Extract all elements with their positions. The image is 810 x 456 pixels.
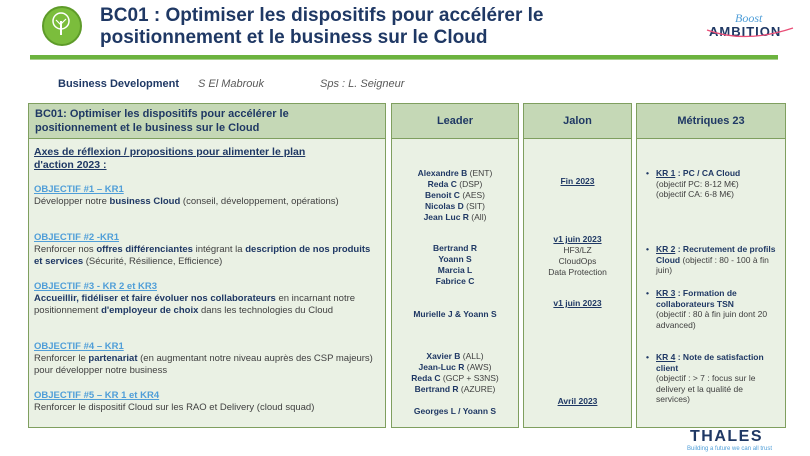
owner-name: S El Mabrouk — [198, 78, 265, 90]
objectives-header: BC01: Optimiser les dispositifs pour accélérer le positionnement et le business sur le Cloud — [29, 104, 385, 139]
leader-item: Yoann S — [438, 254, 472, 264]
objectif-3-body: Accueillir, fidéliser et faire évoluer nos collaborateurs en incarnant notre positionnement d'employeur de choix dans les technologies du Cloud — [34, 293, 356, 316]
jalon-header: Jalon — [524, 104, 631, 139]
leader-group-3: Murielle J & Yoann S — [413, 309, 497, 319]
leader-item: Alexandre B (ENT) — [417, 168, 493, 178]
leader-group-1 — [391, 168, 519, 223]
leader-item: Nicolas D (SIT) — [425, 201, 485, 211]
metric-kr2: • KR 2 : Recrutement de profils Cloud (objectif : 80 - 100 à fin juin) — [646, 244, 776, 275]
tree-icon — [50, 12, 72, 36]
objectif-2-body: Renforcer nos offres différenciantes intégrant la description de nos produits et services (Sécurité, Résilience, Efficience) — [34, 244, 371, 267]
leader-group-2 — [391, 243, 519, 287]
leader-item: Benoit C (AES) — [425, 190, 485, 200]
leader-group-4 — [391, 351, 519, 395]
bullet-icon: • — [646, 288, 649, 298]
jalon-2-details: HF3/LZ CloudOps Data Protection — [548, 245, 607, 277]
axes-heading: Axes de réflexion / propositions pour alimenter le plan d'action 2023 : — [34, 146, 306, 171]
objectif-1-title[interactable]: OBJECTIF #1 – KR1 — [34, 184, 124, 195]
objectif-4-body: Renforcer le partenariat (en augmentant notre niveau auprès des CSP majeurs) pour développer notre business — [34, 353, 373, 376]
header-divider-thin — [30, 59, 778, 60]
metric-kr4: • KR 4 : Note de satisfaction client (objectif : > 7 : focus sur le delivery et la qualité de services) — [646, 352, 764, 404]
page-title: BC01 : Optimiser les dispositifs pour accélérer le positionnement et le business sur le Cloud — [100, 5, 544, 48]
thales-tagline: Building a future we can all trust — [687, 446, 773, 452]
objectif-4-title[interactable]: OBJECTIF #4 – KR1 — [34, 341, 124, 352]
bullet-icon: • — [646, 168, 649, 178]
objectif-2-title[interactable]: OBJECTIF #2 -KR1 — [34, 232, 119, 243]
jalon-1[interactable]: Fin 2023 — [560, 176, 595, 186]
metric-kr1: • KR 1 : PC / CA Cloud (objectif PC: 8-12 M€) (objectif CA: 6-8 M€) — [646, 168, 741, 199]
bullet-icon: • — [646, 352, 649, 362]
leader-item: Marcia L — [437, 265, 473, 275]
bullet-icon: • — [646, 244, 649, 254]
leader-item: Jean Luc R (All) — [423, 212, 487, 222]
svg-text:Boost: Boost — [735, 11, 763, 25]
jalon-4[interactable]: Avril 2023 — [557, 396, 598, 406]
metrics-header: Métriques 23 — [637, 104, 785, 139]
department-label: Business Development — [58, 78, 180, 90]
leader-item: Reda C (DSP) — [427, 179, 483, 189]
leader-item: Fabrice C — [435, 276, 475, 286]
leader-item: Jean-Luc R (AWS) — [418, 362, 492, 372]
leader-item: Reda C (GCP + S3NS) — [411, 373, 499, 383]
leader-group-5: Georges L / Yoann S — [413, 406, 497, 416]
jalon-2[interactable]: v1 juin 2023 — [553, 234, 602, 244]
sponsor-name: Sps : L. Seigneur — [320, 78, 405, 90]
objectif-5-body: Renforcer le dispositif Cloud sur les RAO et Delivery (cloud squad) — [34, 402, 315, 413]
leader-item: Xavier B (ALL) — [426, 351, 484, 361]
leader-item: Bertrand R — [433, 243, 477, 253]
jalon-3[interactable]: v1 juin 2023 — [553, 298, 602, 308]
svg-text:AMBITION: AMBITION — [709, 24, 782, 39]
objectif-1-body: Développer notre business Cloud (conseil, développement, opérations) — [34, 196, 339, 207]
leader-item: Bertrand R (AZURE) — [414, 384, 496, 394]
objectif-5-title[interactable]: OBJECTIF #5 – KR 1 et KR4 — [34, 390, 160, 401]
leader-header: Leader — [392, 104, 518, 139]
growth-logo-text: Growth — [50, 2, 72, 8]
objectif-3-title[interactable]: OBJECTIF #3 - KR 2 et KR3 — [34, 281, 157, 292]
boost-ambition-logo — [705, 10, 795, 42]
thales-logo: THALES — [690, 428, 763, 445]
metric-kr3: • KR 3 : Formation de collaborateurs TSN (objectif : 80 à fin juin dont 20 advanced) — [646, 288, 768, 330]
